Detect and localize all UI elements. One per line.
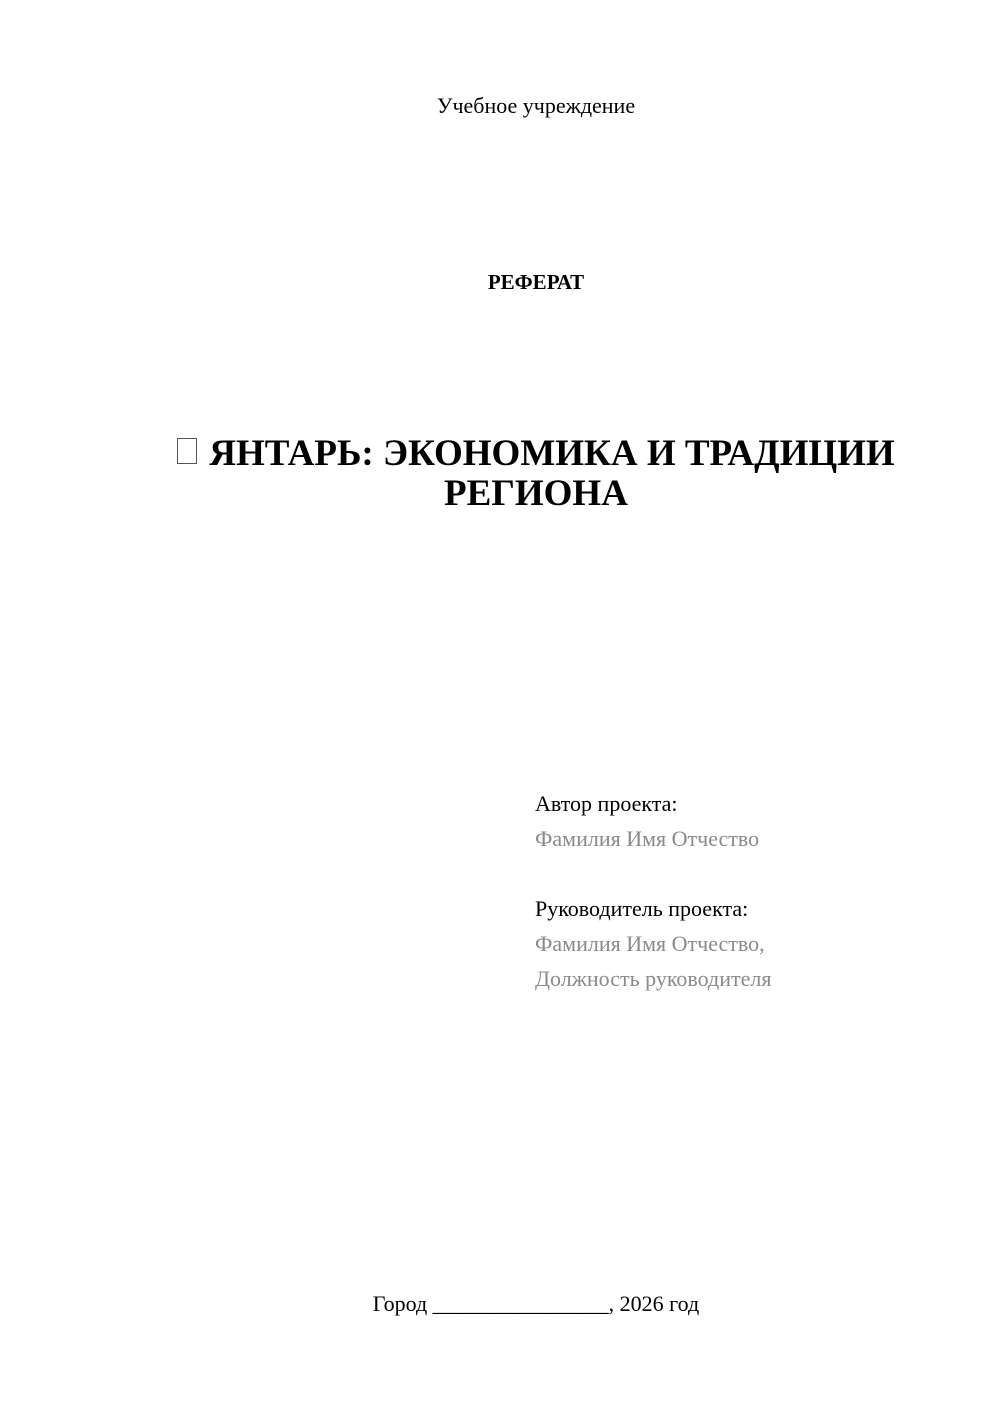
missing-glyph-icon — [177, 438, 197, 464]
supervisor-position: Должность руководителя — [535, 966, 772, 991]
supervisor-name: Фамилия Имя Отчество, — [535, 931, 765, 956]
institution-name: Учебное учреждение — [436, 93, 636, 118]
document-type: РЕФЕРАТ — [487, 270, 585, 294]
credits-block — [535, 786, 975, 996]
document-title — [150, 434, 922, 514]
credits-spacer — [535, 856, 975, 891]
author-label: Автор проекта: — [535, 791, 678, 816]
document-title-text: ЯНТАРЬ: ЭКОНОМИКА И ТРАДИЦИИ РЕГИОНА — [209, 433, 895, 514]
city-year-line: Город ________________, 2026 год — [372, 1291, 700, 1316]
author-name: Фамилия Имя Отчество — [535, 826, 760, 851]
supervisor-label: Руководитель проекта: — [535, 896, 749, 921]
